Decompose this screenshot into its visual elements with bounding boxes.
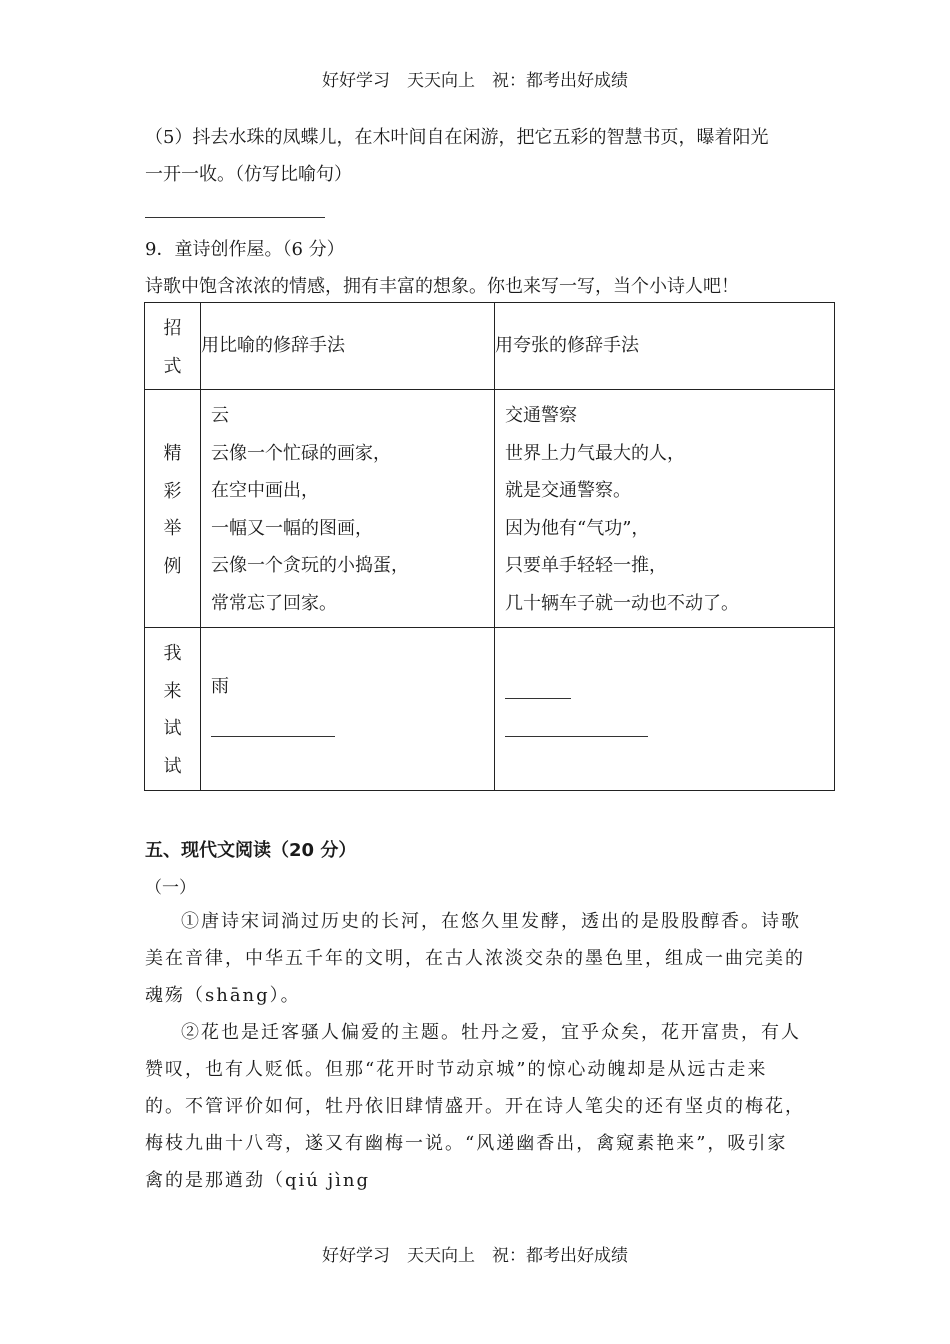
question-8-5-line-1: （5）抖去水珠的凤蝶儿，在木叶间自在闲游，把它五彩的智慧书页，曝着阳光 — [145, 127, 769, 148]
row-label-method: 招 式 — [145, 303, 201, 390]
page-header: 好好学习 天天向上 祝：都考出好成绩 — [322, 71, 628, 91]
poem-title: 云 — [211, 405, 229, 426]
try-metaphor-cell — [201, 628, 495, 791]
poem-title: 交通警察 — [505, 405, 577, 426]
poem-line: 云像一个忙碌的画家， — [211, 442, 391, 464]
poem-line: 因为他有“气功”， — [505, 517, 650, 539]
example-metaphor-poem — [201, 390, 495, 628]
row-label-try: 我 来 试 试 — [145, 628, 201, 791]
try-poem-title: 雨 — [211, 676, 229, 697]
question-8-5-line-2: 一开一收。（仿写比喻句） — [145, 164, 352, 185]
page-footer: 好好学习 天天向上 祝：都考出好成绩 — [322, 1246, 628, 1266]
section-5-title: 五、现代文阅读（20 分） — [145, 840, 357, 861]
poem-line: 只要单手轻轻一推， — [505, 555, 667, 576]
poem-line: 世界上力气最大的人， — [505, 442, 685, 464]
question-9-intro: 诗歌中饱含浓浓的情感，拥有丰富的想象。你也来写一写，当个小诗人吧！ — [145, 276, 739, 297]
poem-line: 几十辆车子就一动也不动了。 — [505, 592, 739, 614]
poem-line: 在空中画出， — [211, 480, 319, 501]
answer-blank-hyperbole-title[interactable] — [505, 698, 571, 699]
answer-blank-8-5[interactable] — [145, 217, 325, 218]
poem-table — [144, 302, 835, 791]
try-hyperbole-cell — [495, 628, 835, 791]
example-hyperbole-poem — [495, 390, 835, 628]
col-header-hyperbole: 用夸张的修辞手法 — [495, 303, 835, 390]
answer-blank-hyperbole-line[interactable] — [505, 736, 648, 737]
poem-line: 就是交通警察。 — [505, 480, 631, 501]
section-5-subtitle: （一） — [145, 878, 196, 898]
row-label-examples: 精 彩 举 例 — [145, 390, 201, 628]
poem-line: 常常忘了回家。 — [211, 592, 337, 614]
poem-line: 一幅又一幅的图画， — [211, 517, 373, 539]
poem-line: 云像一个贪玩的小捣蛋， — [211, 555, 409, 576]
col-header-metaphor: 用比喻的修辞手法 — [201, 303, 495, 390]
reading-paragraph-2: ②花也是迁客骚人偏爱的主题。牡丹之爱，宜乎众矣，花开富贵，有人赞叹，也有人贬低。但那“花开时节动京城”的惊心动魄却是从远古走来的。不管评价如何，牡丹依旧肆情盛开。开在诗人笔尖的还有坚贞的梅花，梅枝九曲十八弯，遂又有幽梅一说。“风递幽香出，禽窥素艳来”，吸引家禽的是那遒劲（qiú jìng — [145, 1022, 805, 1191]
question-9-title: 9．童诗创作屋。（6 分） — [145, 239, 345, 260]
reading-paragraph-1: ①唐诗宋词淌过历史的长河，在悠久里发酵，透出的是股股醇香。诗歌美在音律，中华五千年的文明，在古人浓淡交杂的墨色里，组成一曲完美的魂殇（shāng）。 — [145, 911, 805, 1006]
answer-blank-metaphor[interactable] — [211, 736, 335, 737]
